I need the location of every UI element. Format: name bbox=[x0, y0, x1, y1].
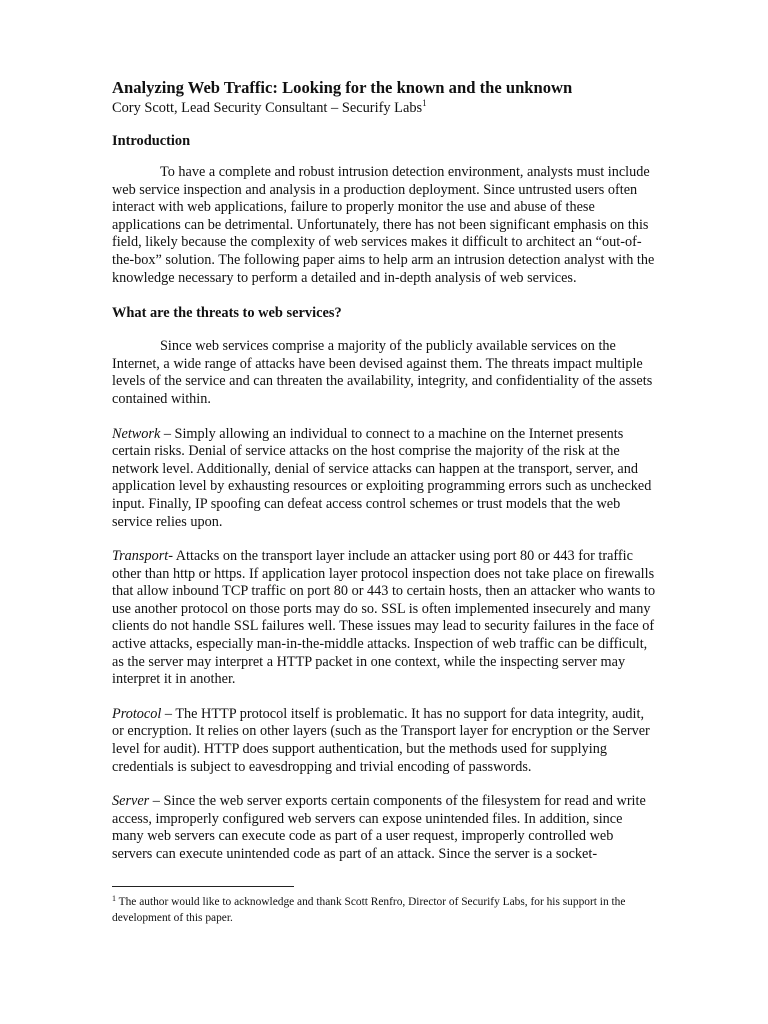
document-author bbox=[112, 98, 657, 118]
text-server: – Since the web server exports certain components of the filesystem for read and write access, improperly configured web servers can expose unintended files. In addition, since many web servers can execute code as part of a user request, improperly controlled web servers can execute unintended code as part of an attack. Since the server is a socket- bbox=[112, 793, 646, 862]
section-heading-introduction: Introduction bbox=[112, 133, 191, 149]
term-network: Network bbox=[112, 425, 161, 442]
footnote bbox=[112, 894, 657, 926]
paragraph-threats: Since web services comprise a majority of the publicly available services on the Internet, a wide range of attacks have been devised against them. The threats impact multiple levels of the service and can threaten the availability, integrity, and confidentiality of the assets contained within. bbox=[112, 338, 653, 407]
paragraph-network bbox=[112, 426, 657, 532]
footnote-marker: 1 bbox=[112, 894, 116, 903]
term-transport: Transport- bbox=[112, 548, 173, 565]
section-heading-threats: What are the threats to web services? bbox=[112, 305, 342, 322]
paragraph-introduction: To have a complete and robust intrusion detection environment, analysts must include web service inspection and analysis in a production deployment. Since untrusted users often interact with web applications, failure to properly monitor the use and abuse of these applications can be detrimental. Unfortunately, there has not been significant emphasis on this field, likely because the complexity of web services makes it difficult to architect an “out-of-the-box” solution. The following paper aims to help arm an intrusion detection analyst with the knowledge necessary to perform a detailed and in-depth analysis of web services. bbox=[112, 164, 655, 286]
paragraph-transport bbox=[112, 548, 657, 689]
text-transport: Attacks on the transport layer include an attacker using port 80 or 443 for traffic other than http or https. If application layer protocol inspection does not take place on firewalls that allow inbound TCP traffic on port 80 or 443 to certain hosts, then an attacker who wants to use another protocol on those ports may do so. SSL is often implemented insecurely and many clients do not handle SSL failures well. These issues may lead to security failures in the face of active attacks, especially man-in-the-middle attacks. Inspection of web traffic can be difficult, as the server may interpret a HTTP packet in one context, while the inspecting server may interpret it in another. bbox=[112, 548, 656, 688]
term-server: Server bbox=[112, 793, 150, 810]
paragraph-protocol bbox=[112, 706, 657, 776]
document-title: Analyzing Web Traffic: Looking for the known and the unknown bbox=[112, 78, 573, 97]
term-protocol: Protocol bbox=[112, 705, 162, 722]
author-footnote-marker: 1 bbox=[422, 98, 427, 108]
paragraph-server bbox=[112, 793, 657, 863]
author-name: Cory Scott, Lead Security Consultant – Securify Labs bbox=[112, 100, 423, 116]
text-network: – Simply allowing an individual to connect to a machine on the Internet presents certain risks. Denial of service attacks on the host comprise the majority of the risk at the network level. Additionally, denial of service attacks can happen at the transport, server, and application level by exhausting resources or exploiting programming errors such as unchecked input. Finally, IP spoofing can defeat access control schemes or trust models that the web service relies upon. bbox=[112, 425, 652, 530]
document-body bbox=[112, 78, 657, 864]
footnote-divider bbox=[112, 886, 294, 887]
text-protocol: – The HTTP protocol itself is problematic. It has no support for data integrity, audit, or encryption. It relies on other layers (such as the Transport layer for encryption or the Server level for audit). HTTP does support authentication, but the methods used for supplying credentials is subject to eavesdropping and trivial encoding of passwords. bbox=[112, 705, 650, 775]
footnote-text: The author would like to acknowledge and thank Scott Renfro, Director of Securify Labs, for his support in the development of this paper. bbox=[112, 896, 626, 924]
